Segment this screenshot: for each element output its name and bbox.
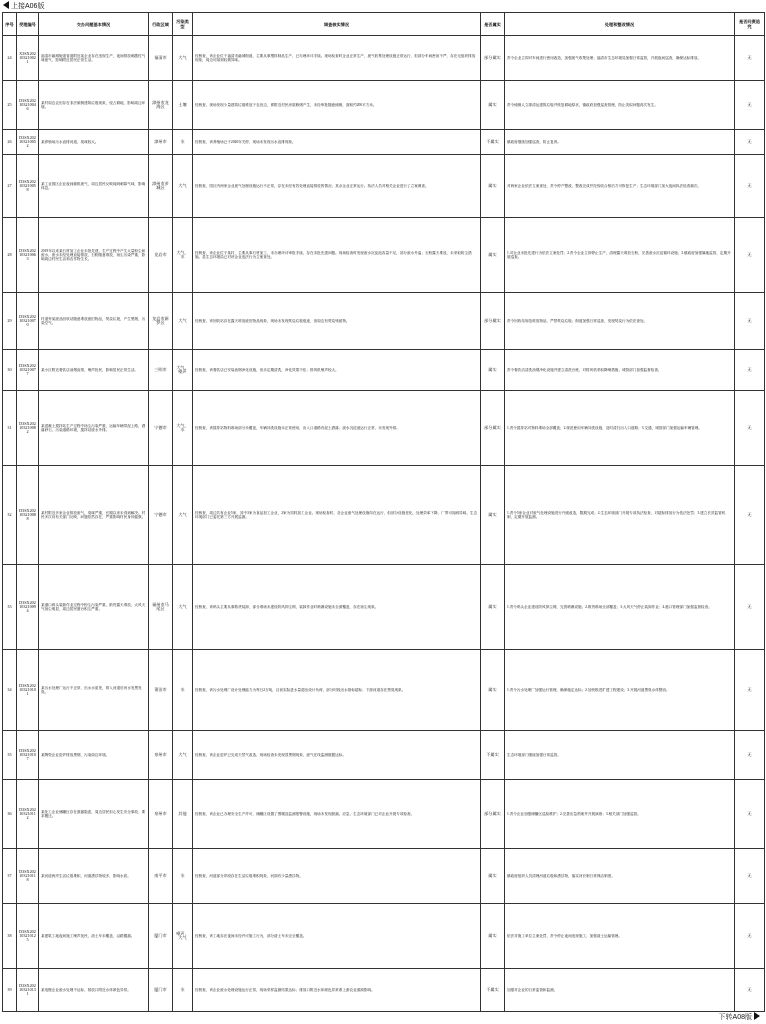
cell-finding: 经核查，河道部分岸段存在生活垃圾堆积现象，河面有少量漂浮物。 bbox=[193, 849, 481, 904]
cell-type: 大气 bbox=[173, 36, 193, 81]
cell-code: D3SX202103210058 bbox=[17, 155, 39, 218]
cell-region: 福清市 bbox=[149, 36, 173, 81]
cell-finding: 经核查，园区内两家企业废气处理设施运行不正常，存在未经有效处理直接排放的情况；其余企业正常运行。执法人员对相关企业进行了立案调查。 bbox=[193, 155, 481, 218]
table-row bbox=[3, 565, 765, 650]
cell-region: 厦门市 bbox=[149, 904, 173, 969]
table-row bbox=[3, 130, 765, 155]
cell-finding: 经核查，该搅拌站物料堆场部分未覆盖，车辆冲洗设施未正常使用，出入口道路有泥土洒落；废水沉淀池运行正常，未发现外排。 bbox=[193, 391, 481, 466]
table-row bbox=[3, 350, 765, 391]
cell-code: D3SX202103210063 bbox=[17, 218, 39, 293]
cell-type: 大气、噪声 bbox=[173, 350, 193, 391]
table-row bbox=[3, 218, 765, 293]
cell-true: 部分属实 bbox=[481, 391, 505, 466]
cell-no: 31 bbox=[3, 391, 17, 466]
cell-type: 大气 bbox=[173, 731, 193, 780]
table-row bbox=[3, 904, 765, 969]
cell-type: 水 bbox=[173, 969, 193, 1012]
cell-action: 镇政府继续加强巡查，防止复养。 bbox=[505, 130, 735, 155]
cell-no: 36 bbox=[3, 780, 17, 849]
cell-accountability: 无 bbox=[735, 350, 765, 391]
cell-action: 1.责令5家企业对废气处理设施进行升级改造，限期完成；2.生态环境部门开展专项执法检查，对超标排放行为依法处罚；3.建立长效监管机制，定期开展监测。 bbox=[505, 466, 735, 565]
cell-finding: 经核查，该工地存在夜间未经许可施工行为，部分渣土车未完全覆盖。 bbox=[193, 904, 481, 969]
cell-problem: 某村附近多家企业排放废气，臭味严重，长期以来未得到解决。村民多次向有关部门反映，问题依然存在，严重影响村民身体健康。 bbox=[39, 466, 149, 565]
cell-no: 26 bbox=[3, 130, 17, 155]
cell-problem: 某建筑工地夜间施工噪声扰民，渣土车未覆盖，沿路撒漏。 bbox=[39, 904, 149, 969]
cell-problem: 某陶瓷企业窑炉排放黑烟，污染周边环境。 bbox=[39, 731, 149, 780]
header-accountability: 是否问责追究 bbox=[735, 13, 765, 36]
cell-code: D3SX202103210077 bbox=[17, 350, 39, 391]
cell-no: 35 bbox=[3, 731, 17, 780]
cell-type: 大气、水 bbox=[173, 218, 193, 293]
cell-no: 24 bbox=[3, 36, 17, 81]
cell-action: 对两家企业依法立案查处，责令停产整改，整改完成并经验收合格后方可恢复生产；生态环境部门加大夜间执法检查频次。 bbox=[505, 155, 735, 218]
cell-action: 1.责令企业加强储罐区巡检维护；2.完善应急预案并开展演练；3.相关部门加强监管。 bbox=[505, 780, 735, 849]
cell-code: D3SX202103210131 bbox=[17, 969, 39, 1012]
cell-finding: 经核查，该企业废水处理设施运行正常，现场采样监测结果达标；排放口附近水体颜色异常系上游农业面源影响。 bbox=[193, 969, 481, 1012]
continued-to-banner: 下转A08版 bbox=[719, 1012, 760, 1022]
cell-action: 1.对企业未批先建行为依法立案处罚；2.责令企业立即停止生产，清理露天堆放石粉，完善废水沉淀循环设施；3.镇政府加强属地监管，定期开展巡查。 bbox=[505, 218, 735, 293]
cell-action: 责令倾倒人立即清运建筑垃圾并恢复耕地原状，镇政府加强巡查管理，防止类似问题再次发生。 bbox=[505, 81, 735, 130]
header-region: 行政区域 bbox=[149, 13, 173, 36]
cell-code: D3SX202103210125 bbox=[17, 904, 39, 969]
cell-true: 属实 bbox=[481, 155, 505, 218]
cell-type: 大气 bbox=[173, 293, 193, 350]
table-row bbox=[3, 293, 765, 350]
cell-true: 不属实 bbox=[481, 969, 505, 1012]
table-row bbox=[3, 81, 765, 130]
cell-code: D3SX202103210094 bbox=[17, 565, 39, 650]
cell-accountability: 无 bbox=[735, 130, 765, 155]
cell-code: D3SX202103210107 bbox=[17, 731, 39, 780]
cell-problem: 某养殖场污水直排河道，臭味较大。 bbox=[39, 130, 149, 155]
cell-true: 属实 bbox=[481, 81, 505, 130]
cell-problem: 某港口码头装卸作业过程中粉尘污染严重，散货露天堆放，大风天气扬尘明显，周边居民窗台积尘严重。 bbox=[39, 565, 149, 650]
cell-problem: 某小区附近餐饮店油烟直排，噪声扰民，影响居民正常生活。 bbox=[39, 350, 149, 391]
cell-finding: 经核查，该企业已办理安全生产许可，储罐区设置了围堰及监测报警设施，现场未发现泄漏。应急、生态环境部门已对企业开展专项检查。 bbox=[193, 780, 481, 849]
table-row bbox=[3, 650, 765, 731]
cell-finding: 经核查，该企业位于福清市融城街道，主要从事塑料制品生产，已办理环评手续。现场检查时企业正常生产，废气收集处理设施正常运行，但部分车间密闭不严，存在无组织排放现象，周边可闻到轻微异味。 bbox=[193, 36, 481, 81]
cell-action: 生态环境部门继续加强日常监管。 bbox=[505, 731, 735, 780]
cell-action: 1.责令码头企业建设防风抑尘网，完善喷淋设施；2.散货堆场全部覆盖；3.大风天气停止装卸作业；4.港口管理部门加强监督检查。 bbox=[505, 565, 735, 650]
cell-finding: 经核查，该企业窑炉已完成天然气改造，现场检查未发现冒黑烟现象，废气在线监测数据达标。 bbox=[193, 731, 481, 780]
cell-true: 属实 bbox=[481, 650, 505, 731]
cell-action: 1.责令污水处理厂加强运行管理，确保稳定达标；2.加快推进扩建工程建设；3.开展河道黑臭水体整治。 bbox=[505, 650, 735, 731]
cell-region: 宁德市 bbox=[149, 391, 173, 466]
cell-problem: 某电镀企业废水处理不达标，排放口附近水体颜色异常。 bbox=[39, 969, 149, 1012]
table-row bbox=[3, 36, 765, 81]
cell-code: X3SX202103210021 bbox=[17, 36, 39, 81]
cell-finding: 经核查，现场发现少量建筑垃圾堆放于农田边，系附近村民房屋修缮产生，未经审批随意倾倒，面积约200平方米。 bbox=[193, 81, 481, 130]
cell-finding: 经核查，周边共有企业5家，其中3家为食品加工企业，2家为饲料加工企业。现场检查时，各企业废气处理设施均在运行，但部分设施老化，处理效率下降，厂界可闻到异味。生态环境部门已委托第三方开展监测。 bbox=[193, 466, 481, 565]
table-row bbox=[3, 969, 765, 1012]
cell-accountability: 无 bbox=[735, 391, 765, 466]
cell-code: D3SX202103210088 bbox=[17, 466, 39, 565]
cell-type: 水 bbox=[173, 650, 193, 731]
cell-true: 属实 bbox=[481, 904, 505, 969]
cell-true: 部分属实 bbox=[481, 780, 505, 849]
cell-finding: 经核查，该污水处理厂设计处理能力为每日2万吨，目前实际进水量超出设计负荷，部分时段出水指标超标；下游河道存在黑臭现象。 bbox=[193, 650, 481, 731]
cell-action: 1.责令搅拌站对物料堆场全部覆盖；2.规范使用车辆冲洗设施，及时清扫出入口道路；3.交通、城管部门加强运输车辆管理。 bbox=[505, 391, 735, 466]
cell-type: 大气、水 bbox=[173, 391, 193, 466]
cell-region: 龙岩市新罗区 bbox=[149, 293, 173, 350]
cell-region: 漳州市 bbox=[149, 130, 173, 155]
cell-no: 25 bbox=[3, 81, 17, 130]
cell-true: 属实 bbox=[481, 218, 505, 293]
cell-true: 属实 bbox=[481, 565, 505, 650]
cell-finding: 经核查，该养殖场已于2020年关停，现场未发现污水直排现象。 bbox=[193, 130, 481, 155]
cell-accountability: 无 bbox=[735, 155, 765, 218]
cell-problem: 某污水处理厂运行不正常，出水水质差，排入河道后河水发黑发臭。 bbox=[39, 650, 149, 731]
cell-no: 28 bbox=[3, 218, 17, 293]
header-action: 处理和整改情况 bbox=[505, 13, 735, 36]
continued-from-banner: 上接A06版 bbox=[3, 1, 44, 11]
cell-no: 33 bbox=[3, 565, 17, 650]
cell-accountability: 无 bbox=[735, 218, 765, 293]
cell-region: 三明市 bbox=[149, 350, 173, 391]
cell-type: 噪声、大气 bbox=[173, 904, 193, 969]
cell-region: 龙岩市 bbox=[149, 218, 173, 293]
cell-finding: 经核查，该餐饮店已安装油烟净化设施，但未定期清洗，净化效果不佳；排风机噪声较大。 bbox=[193, 350, 481, 391]
cell-true: 部分属实 bbox=[481, 293, 505, 350]
table-row bbox=[3, 849, 765, 904]
cell-region: 漳州市芗城区 bbox=[149, 155, 173, 218]
left-arrow-icon bbox=[3, 1, 9, 9]
cell-true: 属实 bbox=[481, 849, 505, 904]
table-row bbox=[3, 731, 765, 780]
cell-accountability: 无 bbox=[735, 81, 765, 130]
header-type: 污染类型 bbox=[173, 13, 193, 36]
cell-true: 属实 bbox=[481, 350, 505, 391]
cell-code: D3SX202103210082 bbox=[17, 391, 39, 466]
table-row bbox=[3, 391, 765, 466]
cell-no: 34 bbox=[3, 650, 17, 731]
cell-accountability: 无 bbox=[735, 293, 765, 350]
cell-code: D3SX202103210046 bbox=[17, 81, 39, 130]
cell-problem: 某化工企业储罐区存在泄漏隐患，周边居民担心发生安全事故，要求搬迁。 bbox=[39, 780, 149, 849]
header-finding: 调查核实情况 bbox=[193, 13, 481, 36]
cell-accountability: 无 bbox=[735, 466, 765, 565]
cell-accountability: 无 bbox=[735, 36, 765, 81]
cell-type: 水 bbox=[173, 849, 193, 904]
cell-region: 泉州市 bbox=[149, 731, 173, 780]
cell-accountability: 无 bbox=[735, 565, 765, 650]
cell-no: 29 bbox=[3, 293, 17, 350]
cell-type: 大气 bbox=[173, 565, 193, 650]
header-problem: 交办问题基本情况 bbox=[39, 13, 149, 36]
cell-accountability: 无 bbox=[735, 849, 765, 904]
cell-action: 镇政府组织人员清理河道垃圾和漂浮物，落实河长制日常保洁制度。 bbox=[505, 849, 735, 904]
cell-no: 38 bbox=[3, 904, 17, 969]
header-true: 是否属实 bbox=[481, 13, 505, 36]
cell-region: 南平市 bbox=[149, 849, 173, 904]
table-row bbox=[3, 466, 765, 565]
cell-region: 厦门市 bbox=[149, 969, 173, 1012]
cell-action: 责令回收站规范堆放物品，严禁焚烧垃圾；街道加强日常巡查，发现焚烧行为依法查处。 bbox=[505, 293, 735, 350]
cell-true: 不属实 bbox=[481, 130, 505, 155]
cell-action: 加强对企业的日常监管和监测。 bbox=[505, 969, 735, 1012]
cell-accountability: 无 bbox=[735, 780, 765, 849]
cell-region: 莆田市 bbox=[149, 650, 173, 731]
cell-finding: 经核查，该回收站存在露天堆放废旧物品现象，现场未发现焚烧垃圾痕迹，但周边有焚烧残留物。 bbox=[193, 293, 481, 350]
header-no: 序号 bbox=[3, 13, 17, 36]
cell-region: 福州市马尾区 bbox=[149, 565, 173, 650]
cell-action: 责令餐饮店清洗油烟净化设施并建立清洗台账，对排风机采取降噪措施；城管部门加强监督检查。 bbox=[505, 350, 735, 391]
cell-finding: 经核查，该企业位于某村，主要从事石材加工，未办理环评审批手续，存在未批先建问题。现场检查时发现废水沉淀池容量不足，部分废水外溢；石粉露天堆放，未采取防尘措施。县生态环境局已对该企业违法行为立案查处。 bbox=[193, 218, 481, 293]
header-code: 受理编号 bbox=[17, 13, 39, 36]
cell-code: D3SX202103210112 bbox=[17, 780, 39, 849]
cell-no: 27 bbox=[3, 155, 17, 218]
cell-type: 其他 bbox=[173, 780, 193, 849]
cell-true: 属实 bbox=[481, 466, 505, 565]
cell-region: 泉州市 bbox=[149, 780, 173, 849]
cell-code: D3SX202103210052 bbox=[17, 130, 39, 155]
complaints-table bbox=[2, 12, 765, 1012]
cell-problem: 2019年以来某石材加工企业未批先建，生产过程中产生大量粉尘和废水，废水未经处理直接排放，石粉随意堆放，扬尘污染严重，影响周边村民生活和农作物生长。 bbox=[39, 218, 149, 293]
cell-region: 漳州市龙海区 bbox=[149, 81, 173, 130]
cell-type: 水 bbox=[173, 130, 193, 155]
cell-type: 大气 bbox=[173, 466, 193, 565]
cell-code: D3SX202103210118 bbox=[17, 849, 39, 904]
cell-problem: 某河道两岸生活垃圾堆积，河面漂浮物较多，影响水质。 bbox=[39, 849, 149, 904]
cell-finding: 经核查，该码头主要从事散货装卸，部分堆场未建设防风抑尘网，装卸作业时喷淋设施未全面覆盖，存在扬尘现象。 bbox=[193, 565, 481, 650]
cell-true: 部分属实 bbox=[481, 36, 505, 81]
table-header-row bbox=[3, 13, 765, 36]
table-row bbox=[3, 155, 765, 218]
cell-type: 大气 bbox=[173, 155, 193, 218]
cell-region: 宁德市 bbox=[149, 466, 173, 565]
cell-problem: 某村周边农田存在非法倾倒建筑垃圾现象，侵占耕地，影响周边环境。 bbox=[39, 81, 149, 130]
cell-action: 依法对施工单位立案处罚，责令停止夜间违规施工；加强渣土运输管理。 bbox=[505, 904, 735, 969]
cell-no: 32 bbox=[3, 466, 17, 565]
cell-problem: 福清市融城街道省道附近某企业存在违规生产，夜间排放刺激性气味废气，影响附近居民正常生活。 bbox=[39, 36, 149, 81]
cell-code: D3SX202103210070 bbox=[17, 293, 39, 350]
cell-accountability: 无 bbox=[735, 904, 765, 969]
table-row bbox=[3, 780, 765, 849]
cell-accountability: 无 bbox=[735, 731, 765, 780]
cell-no: 30 bbox=[3, 350, 17, 391]
cell-code: D3SX202103210101 bbox=[17, 650, 39, 731]
cell-accountability: 无 bbox=[735, 650, 765, 731]
right-arrow-icon bbox=[754, 1012, 760, 1020]
cell-type: 土壤 bbox=[173, 81, 193, 130]
cell-problem: 某混凝土搅拌站生产过程中扬尘污染严重，运输车辆带泥上路，洒落砂石，污染道路环境，搅拌站废水外排。 bbox=[39, 391, 149, 466]
cell-problem: 村道旁某废品回收站随意堆放废旧物品，焚烧垃圾，产生黑烟，污染空气。 bbox=[39, 293, 149, 350]
cell-true: 不属实 bbox=[481, 731, 505, 780]
cell-no: 39 bbox=[3, 969, 17, 1012]
cell-no: 37 bbox=[3, 849, 17, 904]
cell-problem: 某工业园区企业夜间偷排废气，周边居民反映闻到刺鼻气味，影响休息。 bbox=[39, 155, 149, 218]
cell-action: 责令企业立即对车间进行密闭改造，加强废气收集处理；福清市生态环境局加强日常监管，开展夜间巡查，确保达标排放。 bbox=[505, 36, 735, 81]
cell-accountability: 无 bbox=[735, 969, 765, 1012]
